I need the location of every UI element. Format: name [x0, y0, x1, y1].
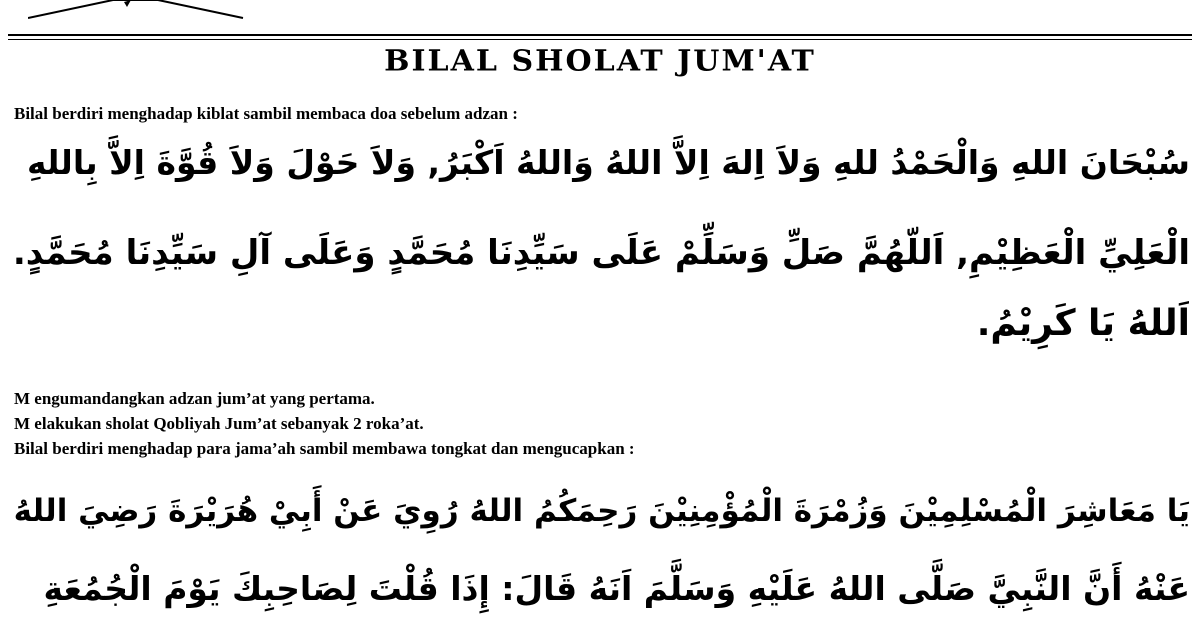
instruction-qobliyah: M elakukan sholat Qobliyah Jum’at sebanyak 2 roka’at.: [14, 414, 424, 433]
instruction-adzan: M engumandangkan adzan jum’at yang pertama.: [14, 389, 375, 408]
arabic-announcement-line-2: عَنْهُ أَنَّ النَّبِيَّ صَلَّى اللهُ عَلَيْهِ وَسَلَّمَ اَنَهُ قَالَ: إِذَا قُلْتَ لِصَاحِبِكَ يَوْمَ الْجُمُعَةِ: [43, 569, 1190, 608]
instruction-before-adzan: Bilal berdiri menghadap kiblat sambil membaca doa sebelum adzan :: [14, 104, 518, 123]
instruction-stand-facing: Bilal berdiri menghadap para jama’ah sambil membawa tongkat dan mengucapkan :: [14, 439, 635, 458]
arabic-prayer-line-3: اَللهُ يَا كَرِيْمُ.: [976, 303, 1190, 344]
arabic-announcement-line-1: يَا مَعَاشِرَ الْمُسْلِمِيْنَ وَزُمْرَةَ الْمُؤْمِنِيْنَ رَحِمَكُمُ اللهُ رُوِيَ عَنْ أَبِيْ هُرَيْرَةَ رَضِيَ اللهُ: [13, 493, 1190, 529]
header-rule-thin: [8, 39, 1192, 40]
page-title: BILAL SHOLAT JUM'AT: [384, 44, 816, 79]
arabic-prayer-line-1: سُبْحَانَ اللهِ وَالْحَمْدُ للهِ وَلاَ اِلهَ اِلاَّ اللهُ وَاللهُ اَكْبَرُ, وَلاَ حَوْلَ وَلاَ قُوَّةَ اِلاَّ بِاللهِ: [26, 143, 1190, 182]
header-ornament: [28, 0, 258, 22]
arabic-prayer-line-2: الْعَلِيِّ الْعَظِيْمِ, اَللّهُمَّ صَلِّ وَسَلِّمْ عَلَى سَيِّدِنَا مُحَمَّدٍ وَعَلَى آلِ سَيِّدِنَا مُحَمَّدٍ.: [12, 233, 1190, 273]
header-rule-thick: [8, 34, 1192, 36]
